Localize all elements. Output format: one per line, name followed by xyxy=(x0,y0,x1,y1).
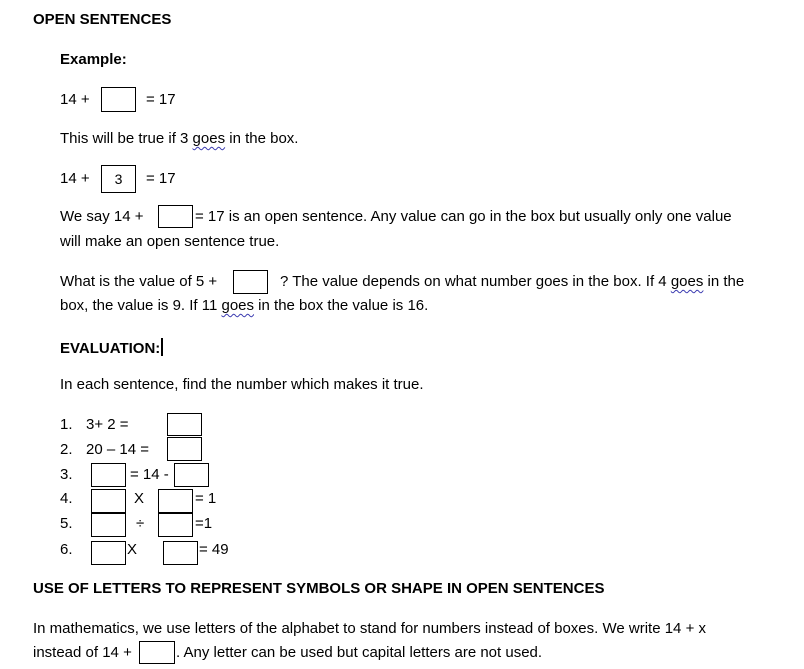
question-number: 5. xyxy=(60,515,73,532)
question-text: 3+ 2 = xyxy=(86,416,129,433)
section-heading-open-sentences: OPEN SENTENCES xyxy=(33,11,172,28)
value-para-b: ? The value depends on what number goes in the box. If 4 xyxy=(280,273,671,290)
question-number: 1. xyxy=(60,416,73,433)
question-number: 4. xyxy=(60,490,73,507)
evaluation-heading-text: EVALUATION: xyxy=(60,340,161,357)
example1-left: 14 + xyxy=(60,91,90,108)
value-para-line2-c: in the box the value is 16. xyxy=(254,297,429,314)
instruction: In each sentence, find the number which makes it true. xyxy=(60,376,424,393)
filled-answer-box: 3 xyxy=(101,165,136,193)
answer-box xyxy=(158,513,193,537)
true-if-sentence xyxy=(60,130,298,148)
answer-box xyxy=(167,413,202,436)
answer-box xyxy=(158,205,193,228)
operator-times: X xyxy=(127,541,138,558)
value-para-line2 xyxy=(60,297,428,315)
spellcheck-word: goes xyxy=(192,130,226,147)
example-label: Example: xyxy=(60,51,127,68)
value-para-a: What is the value of 5 + xyxy=(60,273,218,290)
text-cursor xyxy=(161,338,163,356)
spellcheck-word: goes xyxy=(670,273,704,290)
question-result: = 1 xyxy=(195,490,217,507)
evaluation-heading xyxy=(60,338,163,358)
answer-box xyxy=(91,513,126,537)
answer-box xyxy=(158,489,193,513)
answer-box xyxy=(233,270,268,294)
example2-left: 14 + xyxy=(60,170,90,187)
answer-box xyxy=(174,463,209,487)
true-if-pre: This will be true if 3 xyxy=(60,130,193,147)
question-result: =1 xyxy=(195,515,213,532)
letters-para-line2-a: instead of 14 + xyxy=(33,644,132,661)
question-number: 6. xyxy=(60,541,73,558)
answer-box xyxy=(91,541,126,565)
section-heading-letters: USE OF LETTERS TO REPRESENT SYMBOLS OR SHAPE IN OPEN SENTENCES xyxy=(33,580,605,597)
letters-para-line1: In mathematics, we use letters of the alphabet to stand for numbers instead of boxes. We write 14 + x xyxy=(33,620,706,637)
value-para-line1-rest xyxy=(280,273,744,291)
question-text: 20 – 14 = xyxy=(86,441,149,458)
example1-right: = 17 xyxy=(146,91,176,108)
we-say-pre: We say 14 + xyxy=(60,208,144,225)
question-number: 3. xyxy=(60,466,73,483)
answer-box xyxy=(163,541,198,565)
true-if-post: in the box. xyxy=(225,130,299,147)
we-say-post: = 17 is an open sentence. Any value can go in the box but usually only one value xyxy=(195,208,732,225)
example2-right: = 17 xyxy=(146,170,176,187)
answer-box xyxy=(91,489,126,513)
spellcheck-word: goes xyxy=(221,297,255,314)
answer-box xyxy=(91,463,126,487)
answer-box xyxy=(139,641,175,664)
letters-para-line2-b: . Any letter can be used but capital letters are not used. xyxy=(176,644,543,661)
question-result: = 49 xyxy=(199,541,229,558)
value-para-d: in the xyxy=(703,273,745,290)
value-para-line2-a: box, the value is 9. If 11 xyxy=(60,297,222,314)
operator-times: X xyxy=(134,490,145,507)
answer-box xyxy=(101,87,136,112)
question-number: 2. xyxy=(60,441,73,458)
we-say-line2: will make an open sentence true. xyxy=(60,233,280,250)
operator-divide: ÷ xyxy=(136,515,145,532)
question-text: = 14 - xyxy=(130,466,169,483)
answer-box xyxy=(167,437,202,461)
